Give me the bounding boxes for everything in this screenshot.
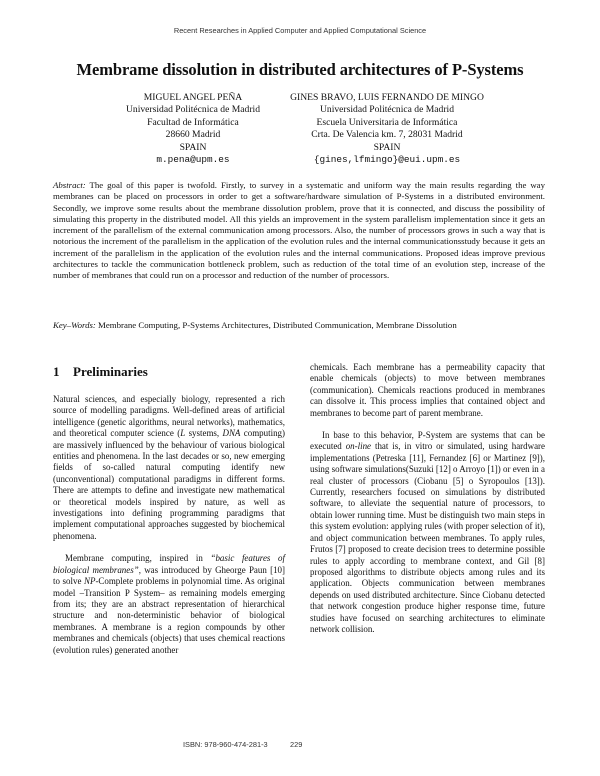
author-block-1 bbox=[118, 92, 268, 166]
author-affiliation: Universidad Politécnica de Madrid bbox=[319, 104, 454, 116]
column-left bbox=[53, 394, 285, 656]
author-email: m.pena@upm.es bbox=[156, 154, 230, 166]
keywords-text: Membrane Computing, P-Systems Architectures, Distributed Communication, Membrane Dissolution bbox=[98, 320, 457, 330]
author-name: MIGUEL ANGEL PEÑA bbox=[143, 92, 243, 103]
text-run: Membrane computing, inspired in bbox=[65, 553, 211, 564]
text-run: In base to this behavior, P-System are systems that can be executed bbox=[310, 430, 545, 452]
author-dept: Escuela Universitaria de Informática bbox=[316, 116, 458, 128]
keywords-label: Key–Words: bbox=[53, 320, 96, 330]
page-number: 229 bbox=[290, 740, 303, 749]
math-DNA: DNA bbox=[222, 428, 241, 439]
author-country: SPAIN bbox=[179, 141, 207, 153]
np-term: NP bbox=[84, 576, 96, 587]
paragraph bbox=[310, 430, 545, 635]
text-run: Natural sciences, and especially biology, represented a rich source of modelling paradigms. Well-defined areas of artificial intelligence (genetic algorithms, neural networks), mathematics, and theoretical computer science ( bbox=[53, 394, 285, 439]
author-dept: Facultad de Informática bbox=[147, 116, 239, 128]
author-city: Crta. De Valencia km. 7, 28031 Madrid bbox=[311, 129, 463, 141]
abstract-label: Abstract: bbox=[53, 180, 86, 190]
section-number: 1 bbox=[53, 364, 60, 379]
section-title: Preliminaries bbox=[73, 364, 148, 379]
column-right bbox=[310, 362, 545, 635]
text-run: , was introduced by Gheorge Paun [10] to solve bbox=[53, 564, 286, 587]
paragraph: chemicals. Each membrane has a permeability capacity that enable chemicals (objects) to move between membranes (communication). Chemicals reactions produced in membranes can dissolve it. This process implies that contained object and membranes to become part of parent membrane. bbox=[310, 362, 545, 418]
author-block-2 bbox=[262, 92, 512, 166]
keywords bbox=[53, 320, 545, 331]
paragraph bbox=[53, 394, 285, 542]
section-heading bbox=[53, 364, 148, 380]
author-city: 28660 Madrid bbox=[165, 129, 221, 141]
text-run: that is, in vitro or simulated, using hardware implementations (Petreska [11], Fernandez [6] or Martinez [9]), using software simulations(Suzuki [12] o Arroyo [1]) or even in a real cluster of processors (Ciobanu [5] o Syropoulos [13]). Currently, researchers focused on simulations by distributed software, to alleviate the sequential nature of processors, to obtain lower running time. Must be distinguish two main steps in this system evolution: applying rules (with proper selection of it), and object communication between membranes. To apply rules, Frutos [7] proposed to create decision trees to determine possible rules to apply according to membrane context, and Gil [8] proposed algorithms to distribute objects among rules and its application. Objects communication between membranes depends on used distributed architecture. Since Ciobanu detected that network congestion produce higher response time, future studies have focused on searching architectures to eliminate network collision. bbox=[310, 441, 545, 634]
math-L: L bbox=[180, 428, 186, 439]
text-run: computing) are massively influenced by the behaviour of various biological entities and phenomena. In the last decades or so, new emerging fields of so-called natural computing identify new (unconventional) computational paradigms in different forms. There are attempts to define and investigate new mathematical or theoretical models inspired by nature, as well as investigations into defining programming paradigms that implement computational approaches suggested by biochemical phenomena. bbox=[53, 428, 285, 541]
author-affiliation: Universidad Politécnica de Madrid bbox=[125, 104, 260, 116]
term-online: on-line bbox=[345, 441, 372, 452]
paragraph bbox=[53, 553, 285, 656]
text-run: systems, bbox=[185, 428, 223, 439]
abstract bbox=[53, 180, 545, 282]
running-header: Recent Researches in Applied Computer and Applied Computational Science bbox=[173, 26, 427, 35]
text-run: -Complete problems in polynomial time. As original model –Transition P System– as remaining models emerging from its; they are an abstract representation of hierarchical structure and non-deterministic behavior of biological membranes. A membrane is a region compounds by other membranes and chemicals (objects) that uses chemical reactions (evolution rules) generated another bbox=[53, 576, 285, 655]
paper-title: Membrame dissolution in distributed architectures of P-Systems bbox=[76, 60, 524, 79]
footer-isbn: ISBN: 978-960-474-281-3 bbox=[183, 740, 268, 749]
author-country: SPAIN bbox=[373, 141, 401, 153]
quote: “basic features of biological membranes” bbox=[53, 553, 285, 575]
author-name: GINES BRAVO, LUIS FERNANDO DE MINGO bbox=[290, 92, 484, 103]
author-email: {gines,lfmingo}@eui.upm.es bbox=[313, 154, 461, 166]
abstract-text: The goal of this paper is twofold. Firstly, to survey in a systematic and uniform way the main results regarding the way membranes can be placed on processors in order to get a software/hardware simulation of P-Systems in a distributed environment. Secondly, we improve some results about the membrane dissolution problem, prove that it is connected, and discuss the possibility of simulating this property in the distributed model. All this yields an improvement in the system parallelism implementation since it gets an increment of the parallelism of the external communication among processors. Also, the number of processors grows in such a way that is notorious the increment of the parallelism in the application of the evolution rules and the internal communicationsstudy because it gets an increment of the parallelism in the application of the evolution rules and the internal communications. Proposed ideas improve previous architectures to tackle the communication bottleneck problem, such as reduction of the total time of an evolution step, increase of the number of membranes that could run on a processor and reduction of the number of processors. bbox=[53, 180, 545, 281]
